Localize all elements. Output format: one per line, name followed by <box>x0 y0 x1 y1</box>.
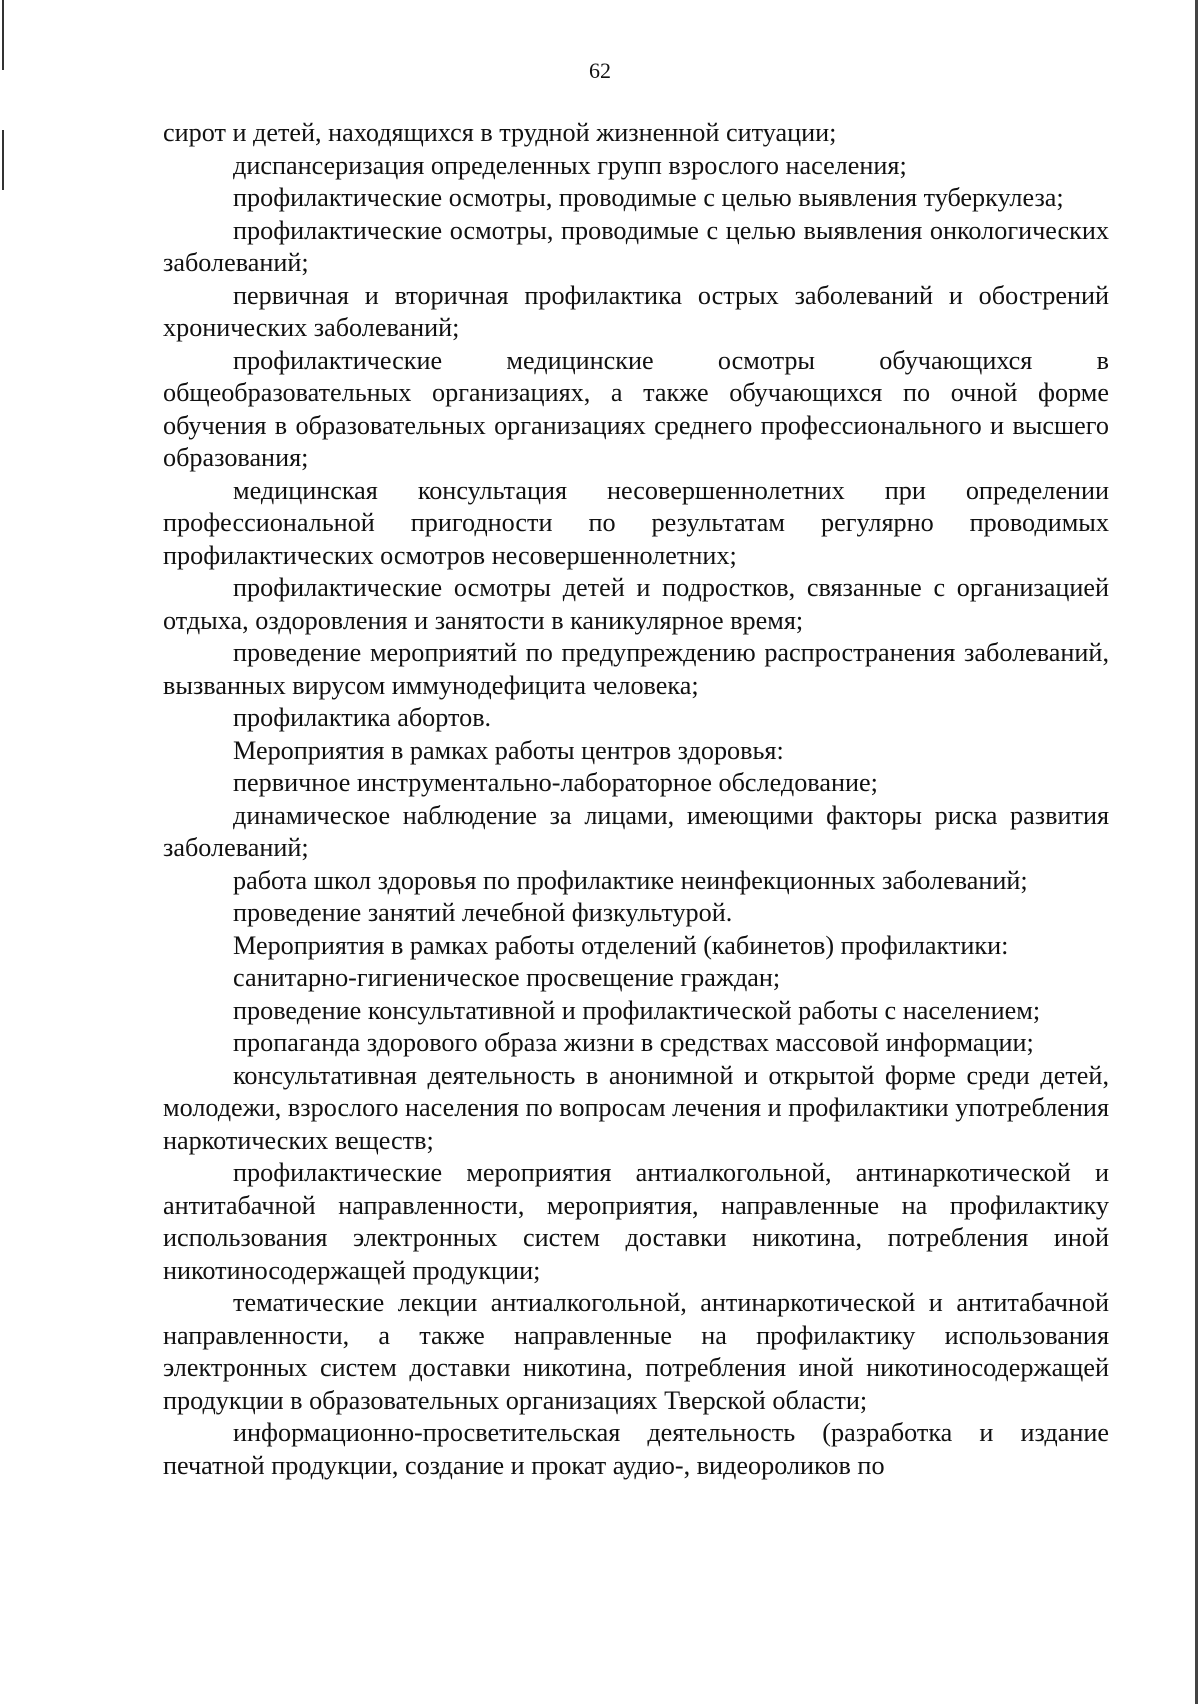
paragraph: Мероприятия в рамках работы отделений (кабинетов) профилактики: <box>233 930 1009 960</box>
page-number: 62 <box>589 58 611 83</box>
scan-edge-border <box>1195 0 1198 1704</box>
paragraph: профилактические медицинские осмотры обучающихся в общеобразовательных организациях, а также обучающихся по очной форме обучения в образовательных организациях среднего профессионального и высшего образования; <box>163 345 1109 472</box>
paragraph: работа школ здоровья по профилактике неинфекционных заболеваний; <box>233 865 1028 895</box>
paragraph: медицинская консультация несовершеннолетних при определении профессиональной пригодности по результатам регулярно проводимых профилактических осмотров несовершеннолетних; <box>163 475 1109 570</box>
paragraph: тематические лекции антиалкогольной, антинаркотической и антитабачной направленности, а также направленные на профилактику использования электронных систем доставки никотина, потребления иной никотиносодержащей продукции в образовательных организациях Тверской области; <box>163 1288 1109 1415</box>
paragraph: профилактические осмотры детей и подростков, связанные с организацией отдыха, оздоровления и занятости в каникулярное время; <box>163 573 1109 635</box>
paragraph: Мероприятия в рамках работы центров здоровья: <box>233 735 784 765</box>
paragraph: профилактические осмотры, проводимые с целью выявления туберкулеза; <box>233 183 1064 212</box>
document-body <box>163 117 1109 1482</box>
paragraph: проведение мероприятий по предупреждению распространения заболеваний, вызванных вирусом иммунодефицита человека; <box>163 638 1109 700</box>
paragraph: первичное инструментально-лабораторное обследование; <box>233 768 878 797</box>
paragraph: информационно-просветительская деятельность (разработка и издание печатной продукции, создание и прокат аудио-, видеороликов по <box>163 1418 1109 1480</box>
paragraph: консультативная деятельность в анонимной и открытой форме среди детей, молодежи, взрослого населения по вопросам лечения и профилактики употребления наркотических веществ; <box>163 1060 1109 1155</box>
paragraph: санитарно-гигиеническое просвещение граждан; <box>233 963 781 992</box>
paragraph: профилактические осмотры, проводимые с целью выявления онкологических заболеваний; <box>163 215 1109 277</box>
paragraph: проведение консультативной и профилактической работы с населением; <box>233 995 1041 1025</box>
paragraph: сирот и детей, находящихся в трудной жизненной ситуации; <box>163 118 837 147</box>
paragraph: диспансеризация определенных групп взрослого населения; <box>233 150 907 180</box>
paragraph: профилактические мероприятия антиалкогольной, антинаркотической и антитабачной направленности, мероприятия, направленные на профилактику использования электронных систем доставки никотина, потребления иной никотиносодержащей продукции; <box>163 1158 1109 1285</box>
scan-edge-mark <box>2 130 4 190</box>
paragraph: первичная и вторичная профилактика острых заболеваний и обострений хронических заболеваний; <box>163 280 1109 342</box>
paragraph: проведение занятий лечебной физкультурой. <box>233 898 733 927</box>
paragraph: пропаганда здорового образа жизни в средствах массовой информации; <box>233 1028 1034 1057</box>
paragraph: профилактика абортов. <box>233 703 492 732</box>
paragraph: динамическое наблюдение за лицами, имеющими факторы риска развития заболеваний; <box>163 800 1109 862</box>
